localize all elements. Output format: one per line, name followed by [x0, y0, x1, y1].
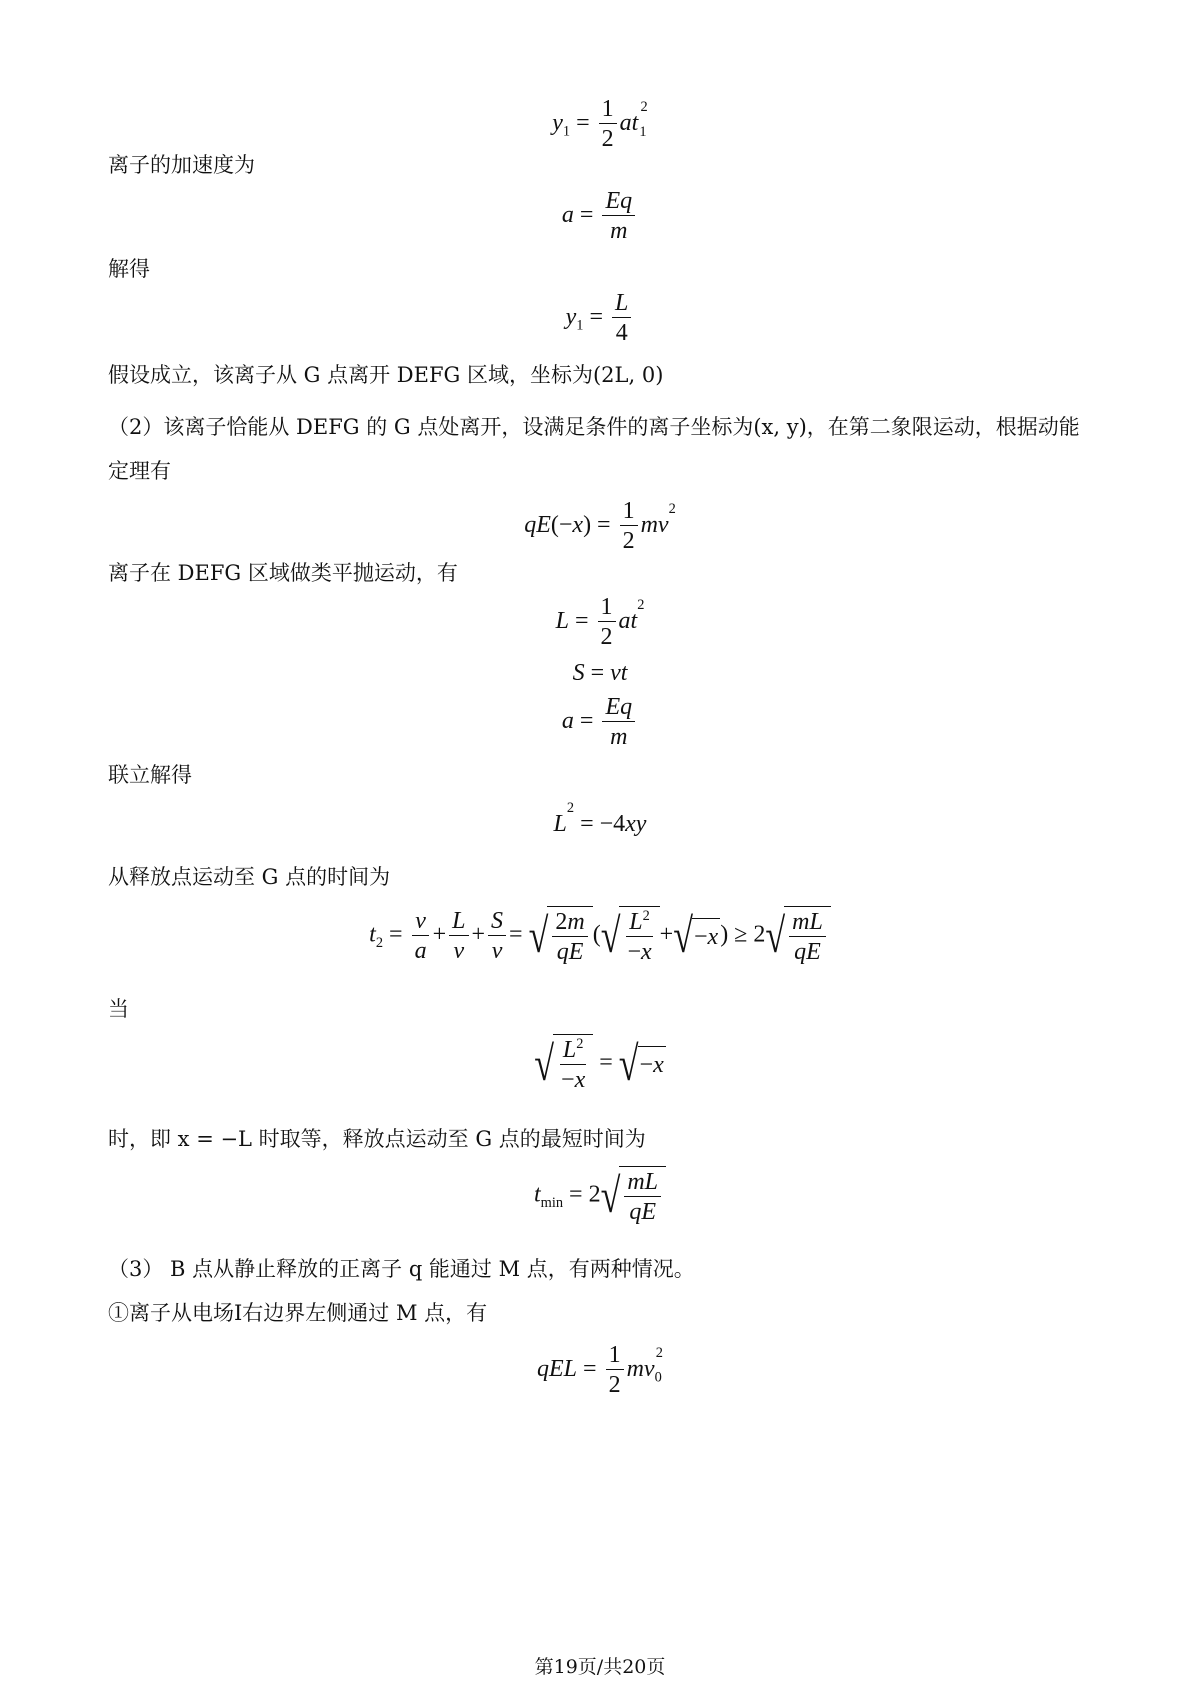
equation-acceleration-2: a = $\frac{Eq}{m}$ [0, 694, 1200, 751]
text-line-2: 解得 [108, 257, 150, 281]
equation-time: $t_2$ = $\frac{v}{a}$ + $\frac{L}{v}$ + $\frac{S}{v}$ = √ $\frac{2m}{qE}$ ( √ $\frac{L^2}{-x}$ + √ − x ) ≥ 2 √ $\frac{mL}{qE}$ [0, 906, 1200, 966]
text-line-11: （3） B 点从静止释放的正离子 q 能通过 M 点，有两种情况。 [108, 1257, 695, 1281]
text-line-3: 假设成立，该离子从 G 点离开 DEFG 区域，坐标为(2L, 0) [108, 363, 664, 387]
text-line-1: 离子的加速度为 [108, 153, 255, 177]
equation-equality-condition: √ $\frac{L^2}{-x}$ = √ − x [534, 1036, 664, 1094]
text-line-8: 从释放点运动至 G 点的时间为 [108, 865, 391, 889]
equation-min-time: $t_{min} = 2$ √ $\frac{mL}{qE}$ [0, 1166, 1200, 1226]
text-line-9: 当 [108, 997, 129, 1021]
text-line-4: （2）该离子恰能从 DEFG 的 G 点处离开，设满足条件的离子坐标为(x, y)，在第二象限运动，根据动能 [108, 415, 1080, 439]
text-line-10: 时，即 x = −L 时取等，释放点运动至 G 点的最短时间为 [108, 1127, 646, 1151]
text-line-12: ①离子从电场I右边界左侧通过 M 点，有 [108, 1301, 488, 1325]
page-footer: 第19页/共20页 [534, 1656, 666, 1678]
text-line-7: 联立解得 [108, 763, 192, 787]
equation-energy-case1: qEL = $\frac{1}{2}$ $mv_0^2$ [537, 1342, 663, 1399]
text-line-6: 离子在 DEFG 区域做类平抛运动，有 [108, 561, 458, 585]
equation-energy: qE(−x) = $\frac{1}{2}$ $mv^2$ [524, 498, 676, 555]
equation-y1-result: $y_1$ = $\frac{L}{4}$ [0, 290, 1200, 347]
equation-y1: $y_1$ = $\frac{1}{2}$ $at_1^2$ [552, 96, 648, 153]
equation-distance: S = vt [572, 660, 628, 686]
equation-length: L = $\frac{1}{2}$ $at^2$ [555, 594, 645, 651]
equation-relation: $L^2 = -4xy$ [553, 800, 647, 837]
text-line-5: 定理有 [108, 459, 171, 483]
equation-acceleration-1: a = $\frac{Eq}{m}$ [0, 188, 1200, 245]
